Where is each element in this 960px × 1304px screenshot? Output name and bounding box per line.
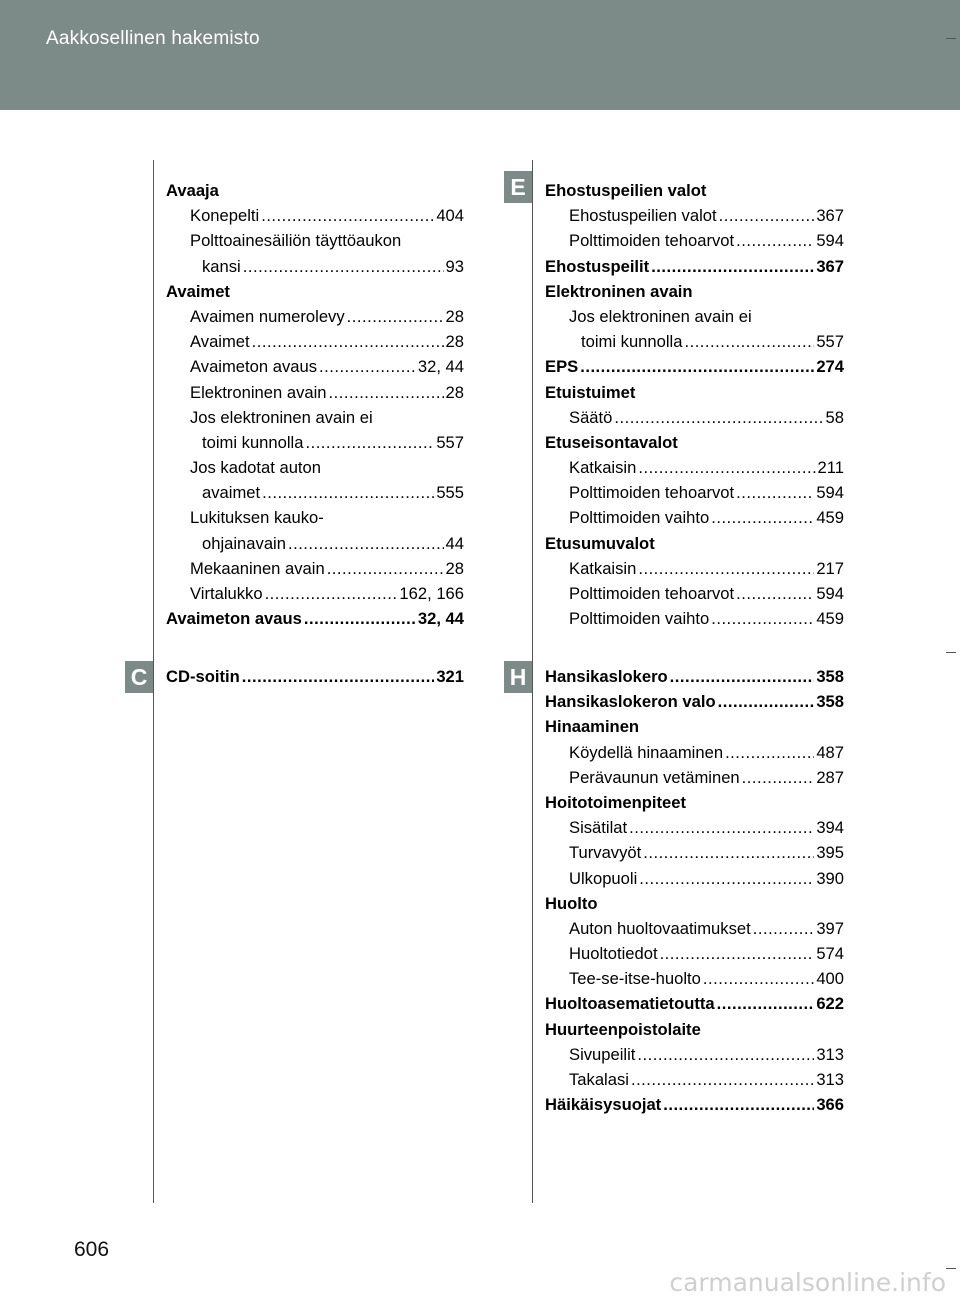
index-entry-term: toimi kunnolla [202,432,304,452]
index-section-e [545,178,844,631]
index-entry-term: Virtalukko [190,584,263,603]
index-entry-page: 28 [445,306,464,326]
dot-leader [736,581,814,606]
index-entry-page: 58 [825,407,844,427]
index-entry [545,941,844,966]
index-entry-term: EPS [545,357,579,377]
dot-leader [719,203,815,228]
index-entry [166,531,464,556]
index-entry-page: 555 [436,483,464,503]
index-entry-page: 358 [816,692,844,712]
index-entry-page: 487 [816,742,844,762]
index-heading: Avaaja [166,181,219,200]
index-entry-term: Mekaaninen avain [190,558,325,578]
index-entry-term: Ehostuspeilien valot [569,206,717,226]
index-entry [545,815,844,840]
dot-leader [718,689,815,714]
index-entry-term: Hansikaslokeron valo [545,692,716,712]
index-entry-term: Polttimoiden tehoarvot [569,231,735,251]
index-heading: Etuseisontavalot [545,432,678,452]
index-entry-term: Perävaunun vetäminen [569,767,740,787]
letter-tab-e: E [504,171,532,203]
dot-leader [660,941,815,966]
index-entry-term: Avaimeton avaus [190,357,317,377]
index-entry-page: 404 [436,206,464,226]
index-entry-page: 217 [816,558,844,578]
index-entry [545,1067,844,1092]
index-entry-page: 594 [816,584,844,603]
letter-tab-c: C [125,661,153,693]
index-heading: Ehostuspeilien valot [545,181,707,200]
index-heading: Etuistuimet [545,382,636,402]
dot-leader [736,228,814,253]
index-entry-term: Säätö [569,407,613,427]
index-entry [166,380,464,405]
index-entry-term: Elektroninen avain [190,382,327,402]
index-entry [545,664,844,689]
letter-tab-h: H [504,661,532,693]
index-entry-term: Avaimet [190,332,250,352]
index-entry-page: 93 [445,256,464,276]
index-entry-term: Tee-se-itse-huolto [569,969,701,989]
index-entry [166,556,464,581]
index-entry [545,354,844,379]
index-entry [545,966,844,991]
index-entry-page: 366 [816,1095,844,1115]
index-entry-page: 28 [445,382,464,402]
index-heading: Huolto [545,893,598,913]
index-entry [545,203,844,228]
index-entry-page: 211 [817,458,844,478]
dot-leader [347,304,444,329]
index-entry-term: Polttimoiden tehoarvot [569,584,735,603]
dot-leader [638,556,814,581]
index-entry-page: 622 [816,994,844,1014]
index-entry [545,1042,844,1067]
dot-leader [304,606,416,631]
index-entry-page: 400 [816,969,844,989]
dot-leader [753,916,815,941]
index-entry [166,606,464,631]
index-entry [545,581,844,606]
index-entry [545,556,844,581]
index-entry [166,581,464,606]
dot-leader [643,840,814,865]
index-entry-term: Katkaisin [569,558,637,578]
index-section-a [166,178,464,631]
index-entry-term: Katkaisin [569,458,637,478]
dot-leader [717,991,815,1016]
index-entry [545,254,844,279]
dot-leader [742,765,815,790]
index-entry [545,505,844,530]
index-subheading: Polttoainesäiliön täyttöaukon [190,231,402,251]
index-entry-term: Huoltoasematietoutta [545,994,715,1014]
dot-leader [684,329,814,354]
index-entry [545,740,844,765]
index-subheading: Jos elektroninen avain ei [569,306,752,326]
index-entry [545,765,844,790]
index-heading: Hinaaminen [545,717,640,737]
index-entry [166,329,464,354]
page-title: Aakkosellinen hakemisto [46,28,260,49]
dot-leader [265,581,398,606]
page-number: 606 [74,1238,110,1261]
index-entry-term: Avaimen numerolevy [190,306,345,326]
dot-leader [262,480,434,505]
index-entry [166,304,464,329]
index-entry-term: Sivupeilit [569,1044,636,1064]
index-entry [545,480,844,505]
dot-leader [638,455,815,480]
index-entry-term: Polttimoiden vaihto [569,609,710,629]
index-entry [545,1092,844,1117]
index-entry-page: 395 [816,843,844,863]
dot-leader [305,430,434,455]
index-entry-term: Turvavyöt [569,843,642,863]
index-entry-page: 28 [445,558,464,578]
index-entry-page: 32, 44 [417,609,464,629]
index-entry-page: 459 [816,508,844,528]
index-entry-term: Avaimeton avaus [166,609,302,629]
index-heading: Huurteenpoistolaite [545,1019,701,1039]
watermark: carmanualsonline.info [669,1268,946,1297]
dot-leader [327,556,444,581]
dot-leader [288,531,444,556]
index-entry [545,606,844,631]
index-entry-page: 594 [816,483,844,503]
index-entry-page: 321 [436,667,464,686]
index-entry-term: Sisätilat [569,818,628,838]
index-entry-term: Takalasi [569,1070,629,1089]
index-entry [166,430,464,455]
index-entry-term: Huoltotiedot [569,944,658,964]
index-entry [545,866,844,891]
index-subheading: Jos kadotat auton [190,458,321,478]
dot-leader [319,354,416,379]
index-entry-term: kansi [202,256,241,276]
index-entry-term: ohjainavain [202,533,286,553]
dot-leader [725,740,814,765]
dot-leader [252,329,444,354]
index-entry [545,689,844,714]
index-subheading: Jos elektroninen avain ei [190,407,373,427]
dot-leader [711,505,814,530]
index-heading: Elektroninen avain [545,281,693,301]
dot-leader [580,354,814,379]
index-entry-page: 358 [816,667,844,686]
index-entry-page: 557 [816,332,844,352]
index-heading: Hoitotoimenpiteet [545,792,687,812]
dot-leader [637,1042,814,1067]
index-entry-page: 557 [436,432,464,452]
index-entry-term: avaimet [202,483,261,503]
index-entry-page: 313 [816,1044,844,1064]
index-entry-page: 32, 44 [417,357,464,377]
index-entry-term: Polttimoiden tehoarvot [569,483,735,503]
index-entry [545,455,844,480]
crop-mark [946,652,956,653]
index-entry-term: Ehostuspeilit [545,256,650,276]
column-divider-left [153,160,154,1203]
index-entry-page: 594 [816,231,844,251]
index-entry-term: Auton huoltovaatimukset [569,918,751,938]
index-entry-page: 28 [445,332,464,352]
dot-leader [736,480,814,505]
crop-mark [946,1268,956,1269]
index-entry-term: Ulkopuoli [569,868,638,888]
index-entry [545,840,844,865]
index-entry [545,991,844,1016]
dot-leader [243,254,444,279]
index-entry-term: Häikäisysuojat [545,1095,662,1115]
index-entry-page: 574 [816,944,844,964]
index-entry-page: 44 [445,533,464,553]
index-section-h [545,664,844,1117]
index-entry-page: 313 [816,1070,844,1089]
index-entry-page: 459 [816,609,844,629]
dot-leader [242,664,435,689]
index-heading: Etusumuvalot [545,533,655,553]
index-entry-page: 162, 166 [399,584,464,603]
index-subheading: Lukituksen kauko- [190,508,324,528]
dot-leader [614,405,823,430]
dot-leader [639,866,814,891]
index-entry-term: toimi kunnolla [581,332,683,352]
page-header [0,0,960,110]
index-entry-page: 367 [816,256,844,276]
index-entry-page: 397 [816,918,844,938]
column-divider-right [532,160,533,1203]
index-entry-term: Polttimoiden vaihto [569,508,710,528]
index-entry [166,480,464,505]
crop-mark [946,38,956,39]
index-entry [545,405,844,430]
index-entry-term: Konepelti [190,206,260,226]
dot-leader [329,380,444,405]
index-entry-page: 394 [816,818,844,838]
index-entry [166,354,464,379]
index-entry [545,228,844,253]
index-entry-term: Köydellä hinaaminen [569,742,724,762]
index-entry [545,916,844,941]
dot-leader [670,664,815,689]
index-entry [166,254,464,279]
index-entry-term: Hansikaslokero [545,667,668,686]
dot-leader [711,606,814,631]
dot-leader [631,1067,814,1092]
index-entry-page: 390 [816,868,844,888]
dot-leader [663,1092,814,1117]
index-section-c [166,664,464,689]
dot-leader [261,203,434,228]
index-entry-term: CD-soitin [166,667,240,686]
index-entry-page: 274 [816,357,844,377]
dot-leader [629,815,814,840]
dot-leader [703,966,814,991]
dot-leader [651,254,814,279]
index-entry [166,664,464,689]
index-entry [545,329,844,354]
index-heading: Avaimet [166,281,230,301]
index-entry-page: 367 [816,206,844,226]
index-entry-page: 287 [816,767,844,787]
index-entry [166,203,464,228]
